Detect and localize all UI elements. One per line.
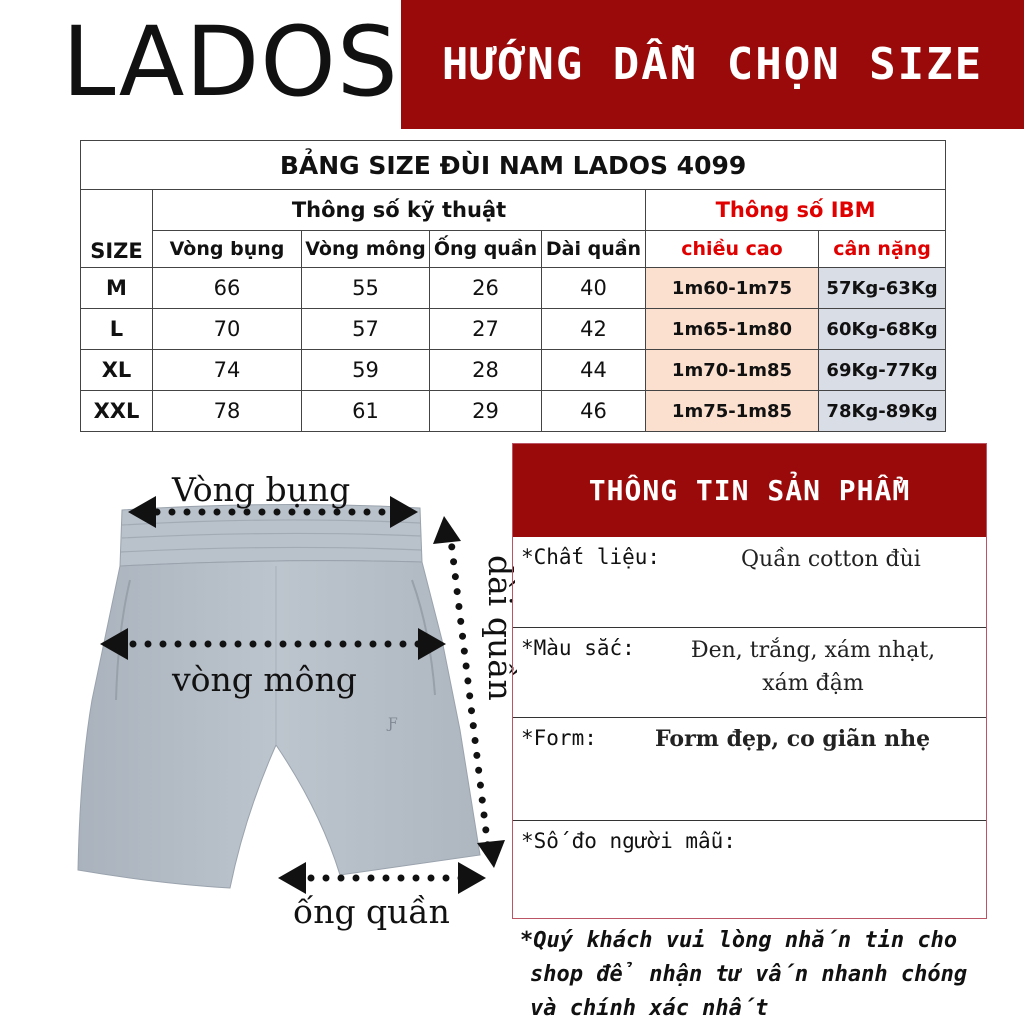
hip-label: vòng mông (172, 660, 357, 699)
value-cell: 74 (153, 350, 302, 391)
material-value: Quần cotton đùi (741, 547, 921, 572)
model-size-row (513, 821, 986, 918)
column-header: Dài quần (542, 231, 646, 268)
color-row (513, 628, 986, 718)
material-row (513, 537, 986, 628)
color-value (673, 634, 953, 700)
form-value: Form đẹp, co giãn nhẹ (655, 726, 931, 752)
length-label: dài quần (481, 555, 520, 701)
weight-cell: 69Kg-77Kg (819, 350, 946, 391)
value-cell: 61 (302, 391, 430, 432)
size-column-header: SIZE (81, 190, 153, 268)
form-row (513, 718, 986, 821)
material-key: *Chất liệu: (521, 545, 661, 569)
brand-logo: LADOS (62, 6, 399, 118)
table-row (81, 391, 946, 432)
value-cell: 55 (302, 268, 430, 309)
column-header: Ống quần (430, 231, 542, 268)
header-banner (401, 0, 1024, 129)
color-value-line1: Đen, trắng, xám nhạt, (690, 638, 936, 663)
color-key: *Màu sắc: (521, 636, 635, 660)
logo-mark-icon: Ƒ (388, 716, 398, 732)
value-cell: 27 (430, 309, 542, 350)
value-cell: 26 (430, 268, 542, 309)
size-cell: XL (81, 350, 153, 391)
column-header: Vòng mông (302, 231, 430, 268)
size-cell: L (81, 309, 153, 350)
arrow-up-icon (433, 516, 461, 544)
form-key: *Form: (521, 726, 597, 750)
height-cell: 1m70-1m85 (646, 350, 819, 391)
header-title: HƯỚNG DẪN CHỌN SIZE (441, 39, 984, 90)
value-cell: 57 (302, 309, 430, 350)
note-line1: *Quý khách vui lòng nhắn tin cho (520, 928, 958, 953)
waist-label: Vòng bụng (172, 470, 351, 509)
size-cell: XXL (81, 391, 153, 432)
contact-note (520, 924, 1020, 1026)
value-cell: 42 (542, 309, 646, 350)
column-header: chiều cao (646, 231, 819, 268)
table-row (81, 350, 946, 391)
height-cell: 1m75-1m85 (646, 391, 819, 432)
size-cell: M (81, 268, 153, 309)
ibm-group-header: Thông số IBM (646, 190, 946, 231)
shorts-waistband (120, 504, 422, 566)
value-cell: 40 (542, 268, 646, 309)
value-cell: 59 (302, 350, 430, 391)
shorts-body (78, 561, 480, 888)
value-cell: 46 (542, 391, 646, 432)
color-value-line2: xám đậm (762, 671, 864, 696)
value-cell: 70 (153, 309, 302, 350)
hem-label: ống quần (293, 892, 450, 931)
note-line2: shop để nhận tư vấn nhanh chóng (530, 962, 968, 987)
weight-cell: 78Kg-89Kg (819, 391, 946, 432)
table-row (81, 268, 946, 309)
spec-group-header: Thông số kỹ thuật (153, 190, 646, 231)
arrow-down-icon (477, 840, 505, 868)
value-cell: 66 (153, 268, 302, 309)
product-info-panel (512, 443, 987, 919)
table-row (81, 309, 946, 350)
column-header: cân nặng (819, 231, 946, 268)
product-info-header (513, 444, 986, 537)
value-cell: 29 (430, 391, 542, 432)
product-info-title: THÔNG TIN SẢN PHẨM (588, 474, 911, 507)
size-table-title: BẢNG SIZE ĐÙI NAM LADOS 4099 (81, 141, 946, 190)
arrow-left-icon (278, 862, 306, 894)
shorts-illustration (70, 470, 510, 940)
weight-cell: 57Kg-63Kg (819, 268, 946, 309)
note-line3: và chính xác nhất (530, 996, 769, 1021)
column-header: Vòng bụng (153, 231, 302, 268)
height-cell: 1m60-1m75 (646, 268, 819, 309)
value-cell: 28 (430, 350, 542, 391)
arrow-right-icon (458, 862, 486, 894)
value-cell: 78 (153, 391, 302, 432)
height-cell: 1m65-1m80 (646, 309, 819, 350)
size-table (80, 140, 946, 432)
weight-cell: 60Kg-68Kg (819, 309, 946, 350)
model-size-key: *Số đo người mẫu: (521, 829, 736, 853)
value-cell: 44 (542, 350, 646, 391)
